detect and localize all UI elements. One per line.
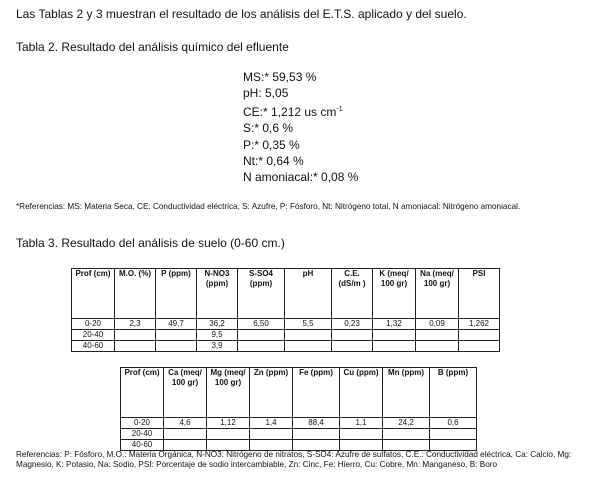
table-cell: 0,23 (332, 319, 373, 330)
soil-table-1 (71, 268, 500, 352)
table-cell (293, 429, 340, 440)
table-cell: 9,5 (197, 330, 238, 341)
table-cell (383, 440, 430, 451)
table3-references: Referencias: P: Fósforo, M.O.: Materia Orgánica, N-NO3: Nitrógeno de nitratos, S-SO4: Azufre de sulfatos, C.E.: Conductividad eléctrica, Ca: Calcio, Mg: Magnesio, K: Potasio, Na: Sodio, PSI: Porcentaje de sodio intercambiable, Zn: Cinc, Fe: Hierro, Cu: Cobre, Mn: Manganeso, B: Boro (16, 450, 572, 469)
t1-header: P (ppm) (156, 269, 197, 319)
table-cell (285, 330, 332, 341)
t1-header: PSI (459, 269, 500, 319)
table-cell (340, 429, 383, 440)
result-ph: pH: 5,05 (243, 86, 289, 101)
t2-header: B (ppm) (430, 368, 477, 418)
t2-header: Cu (ppm) (340, 368, 383, 418)
soil-table-2 (120, 367, 477, 451)
t2-header: Mg (meq/ 100 gr) (207, 368, 250, 418)
t1-header: M.O. (%) (115, 269, 156, 319)
table-cell (207, 429, 250, 440)
table-cell (156, 341, 197, 352)
result-ce: CE:* 1,212 us $cm^{-1}$ (243, 104, 343, 119)
table-cell (164, 429, 207, 440)
table-cell (164, 440, 207, 451)
table-cell (285, 341, 332, 352)
table-cell: 6,50 (238, 319, 285, 330)
table-cell: 0,09 (416, 319, 459, 330)
table-cell (332, 341, 373, 352)
table-cell (459, 341, 500, 352)
table-cell: 1,4 (250, 418, 293, 429)
t2-header: Zn (ppm) (250, 368, 293, 418)
table-cell: 20-40 (72, 330, 115, 341)
t1-header: C.E. (dS/m ) (332, 269, 373, 319)
table-cell (416, 330, 459, 341)
table-cell (238, 341, 285, 352)
table-cell (383, 429, 430, 440)
table2-references: *Referencias: MS: Materia Seca, CE: Conductividad eléctrica, S: Azufre, P: Fósforo, Nt: Nitrógeno total, N amoniacal: Nitrógeno amoniacal. (16, 202, 521, 211)
table-row (72, 341, 500, 352)
table-cell (156, 330, 197, 341)
t1-header: K (meq/ 100 gr) (373, 269, 416, 319)
table-cell: 1,262 (459, 319, 500, 330)
table-cell: 1,32 (373, 319, 416, 330)
table-cell: 1,12 (207, 418, 250, 429)
t2-header: Fe (ppm) (293, 368, 340, 418)
table-row (121, 440, 477, 451)
table-cell (207, 440, 250, 451)
t2-header: Mn (ppm) (383, 368, 430, 418)
table-cell (416, 341, 459, 352)
t1-header: pH (285, 269, 332, 319)
table-cell (340, 440, 383, 451)
table-cell (430, 440, 477, 451)
ce-superscript: -1 (336, 105, 343, 113)
table-cell (115, 341, 156, 352)
table-row (72, 319, 500, 330)
table-cell: 40-60 (72, 341, 115, 352)
table-cell (332, 330, 373, 341)
table-cell: 0-20 (72, 319, 115, 330)
result-s: S:* 0,6 % (243, 121, 294, 136)
table-cell (250, 429, 293, 440)
table-cell: 4,6 (164, 418, 207, 429)
table-cell: 5,5 (285, 319, 332, 330)
table-cell: 0,6 (430, 418, 477, 429)
t2-header: Prof (cm) (121, 368, 164, 418)
table-cell: 36,2 (197, 319, 238, 330)
table-cell: 0-20 (121, 418, 164, 429)
table-cell (459, 330, 500, 341)
table-cell: 49,7 (156, 319, 197, 330)
table-cell (430, 429, 477, 440)
table-cell: 40-60 (121, 440, 164, 451)
t1-header: Na (meq/ 100 gr) (416, 269, 459, 319)
t1-header: N-NO3 (ppm) (197, 269, 238, 319)
result-p: P:* 0,35 % (243, 137, 300, 152)
table-row (121, 429, 477, 440)
table-cell (238, 330, 285, 341)
table-cell: 3,9 (197, 341, 238, 352)
intro-text: Las Tablas 2 y 3 muestran el resultado de los análisis del E.T.S. aplicado y del suelo. (16, 7, 467, 21)
table-cell (250, 440, 293, 451)
table2-caption: Tabla 2. Resultado del análisis químico del efluente (16, 40, 289, 54)
table-cell: 20-40 (121, 429, 164, 440)
table-cell: 2,3 (115, 319, 156, 330)
t1-header: Prof (cm) (72, 269, 115, 319)
t1-header: S-SO4 (ppm) (238, 269, 285, 319)
t2-header: Ca (meq/ 100 gr) (164, 368, 207, 418)
table-cell (373, 341, 416, 352)
table-row (72, 330, 500, 341)
table-cell: 1,1 (340, 418, 383, 429)
table2-results (243, 69, 358, 186)
result-ms: MS:* 59,53 % (243, 70, 317, 84)
table3-caption: Tabla 3. Resultado del análisis de suelo (0-60 cm.) (16, 236, 285, 250)
result-nt: Nt:* 0,64 % (243, 154, 304, 169)
result-n-amoniacal: N amoniacal:* 0,08 % (243, 170, 359, 185)
table-cell (373, 330, 416, 341)
table-cell (293, 440, 340, 451)
table-cell (115, 330, 156, 341)
table-cell: 88,4 (293, 418, 340, 429)
table-cell: 24,2 (383, 418, 430, 429)
table-row (121, 418, 477, 429)
